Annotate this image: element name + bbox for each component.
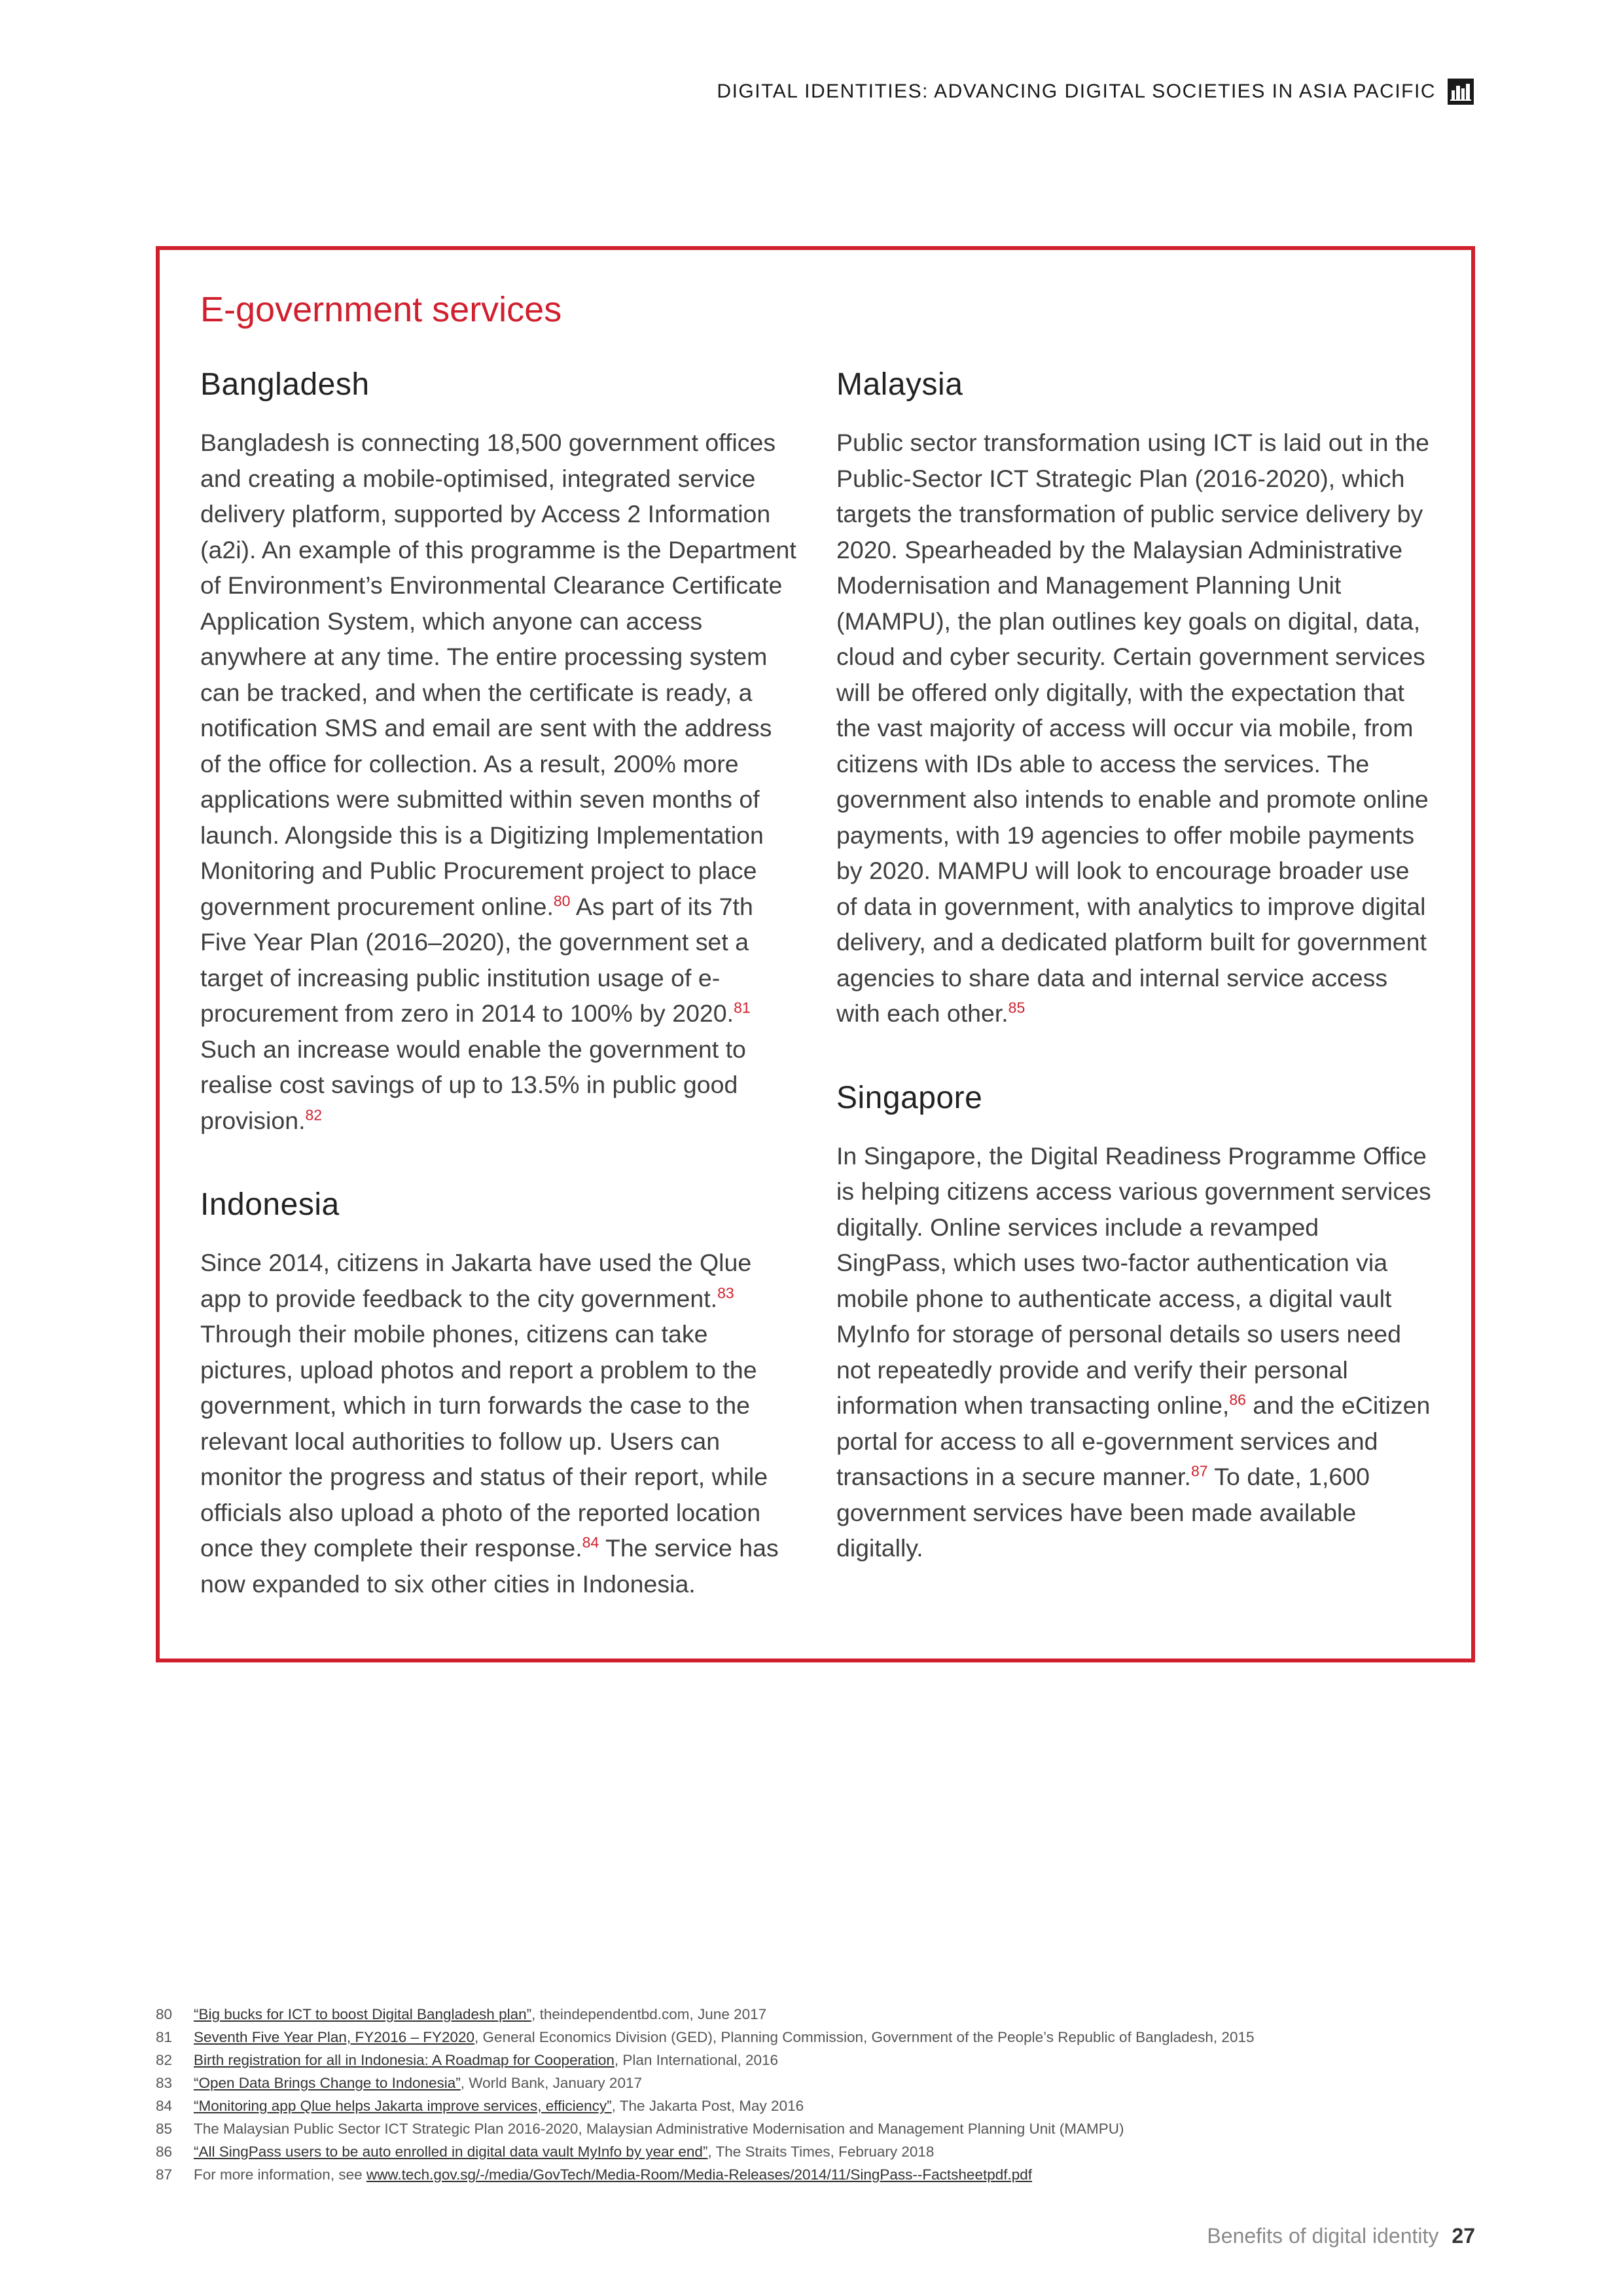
footnote-82 bbox=[156, 2049, 1475, 2072]
footnote-80 bbox=[156, 2003, 1475, 2026]
left-column bbox=[200, 367, 797, 1650]
footnote-source: , World Bank, January 2017 bbox=[460, 2075, 642, 2091]
footnote-source: , theindependentbd.com, June 2017 bbox=[531, 2006, 767, 2022]
heading-malaysia: Malaysia bbox=[836, 367, 963, 402]
footnote-link[interactable]: “Big bucks for ICT to boost Digital Bangladesh plan” bbox=[194, 2006, 532, 2022]
footnote-source: The Malaysian Public Sector ICT Strategic Plan 2016-2020, Malaysian Administrative Modernisation and Management Planning Unit (MAMPU) bbox=[194, 2121, 1124, 2137]
footnote-number: 86 bbox=[156, 2144, 173, 2160]
footnote-text bbox=[194, 2163, 1032, 2186]
footnote-source: , The Jakarta Post, May 2016 bbox=[611, 2098, 804, 2114]
footnote-87 bbox=[156, 2163, 1475, 2186]
paragraph-text: To date, 1,600 government services have been made available digitally. bbox=[836, 1463, 1370, 1562]
paragraph-text: Such an increase would enable the government to realise cost savings of up to 13.5% in public good provision. bbox=[200, 1035, 746, 1134]
paragraph-text: The service has now expanded to six other cities in Indonesia. bbox=[200, 1534, 779, 1598]
footnote-text bbox=[194, 2026, 1254, 2049]
footnote-ref[interactable]: 85 bbox=[1008, 999, 1026, 1016]
footnote-number: 84 bbox=[156, 2098, 173, 2114]
footnote-text bbox=[194, 2140, 934, 2163]
header-title: DIGITAL IDENTITIES: ADVANCING DIGITAL SOCIETIES IN ASIA PACIFIC bbox=[717, 81, 1436, 102]
paragraph-singapore bbox=[836, 1138, 1433, 1566]
footnote-link[interactable]: “Monitoring app Qlue helps Jakarta improve services, efficiency” bbox=[194, 2098, 612, 2114]
footnote-link[interactable]: Birth registration for all in Indonesia: A Roadmap for Cooperation bbox=[194, 2052, 615, 2068]
paragraph-malaysia bbox=[836, 425, 1433, 1031]
paragraph-text: and the eCitizen portal for access to all e-government services and transactions in a secure manner. bbox=[836, 1391, 1431, 1490]
paragraph-text: In Singapore, the Digital Readiness Programme Office is helping citizens access various government services digitally. Online services include a revamped SingPass, which uses two-factor authentication via mobile phone to authenticate access, a digital vault MyInfo for storage of personal details so users need not repeatedly provide and verify their personal information when transacting online, bbox=[836, 1141, 1431, 1419]
footnote-84 bbox=[156, 2094, 1475, 2117]
footnote-text bbox=[194, 2003, 766, 2026]
footer-section: Benefits of digital identity bbox=[1207, 2224, 1439, 2248]
footnote-text bbox=[194, 2049, 778, 2072]
footnote-source: , Plan International, 2016 bbox=[614, 2052, 779, 2068]
footnote-86 bbox=[156, 2140, 1475, 2163]
footnote-text bbox=[194, 2117, 1124, 2140]
section-indonesia bbox=[200, 1187, 797, 1602]
footnote-ref[interactable]: 84 bbox=[582, 1534, 599, 1551]
footnote-ref[interactable]: 82 bbox=[305, 1106, 323, 1123]
heading-singapore: Singapore bbox=[836, 1080, 983, 1115]
footnote-ref[interactable]: 83 bbox=[717, 1284, 734, 1301]
footnote-number: 82 bbox=[156, 2052, 173, 2068]
section-singapore bbox=[836, 1080, 1433, 1566]
footnote-prefix: For more information, see bbox=[194, 2166, 366, 2183]
page-number: 27 bbox=[1452, 2224, 1475, 2248]
heading-indonesia: Indonesia bbox=[200, 1187, 340, 1222]
footnote-ref[interactable]: 80 bbox=[553, 892, 571, 909]
footnote-link[interactable]: Seventh Five Year Plan, FY2016 – FY2020 bbox=[194, 2029, 475, 2045]
page-footer bbox=[1207, 2224, 1475, 2248]
footnote-link[interactable]: “All SingPass users to be auto enrolled in digital data vault MyInfo by year end” bbox=[194, 2144, 708, 2160]
footnote-text bbox=[194, 2094, 804, 2117]
footnote-link[interactable]: “Open Data Brings Change to Indonesia” bbox=[194, 2075, 461, 2091]
footnotes-list bbox=[156, 2003, 1475, 2186]
footnote-number: 81 bbox=[156, 2029, 173, 2045]
footnote-number: 85 bbox=[156, 2121, 173, 2137]
paragraph-text: As part of its 7th Five Year Plan (2016–2020), the government set a target of increasing public institution usage of e-procurement from zero in 2014 to 100% by 2020. bbox=[200, 892, 753, 1027]
heading-bangladesh: Bangladesh bbox=[200, 367, 370, 402]
footnote-ref[interactable]: 87 bbox=[1190, 1462, 1208, 1480]
footnote-source: , The Straits Times, February 2018 bbox=[707, 2144, 935, 2160]
footnote-85 bbox=[156, 2117, 1475, 2140]
paragraph-indonesia bbox=[200, 1245, 797, 1602]
paragraph-text: Public sector transformation using ICT is laid out in the Public-Sector ICT Strategic Plan (2016-2020), which targets the transformation of public service delivery by 2020. Spearheaded by the Malaysian Administrative Modernisation and Management Planning Unit (MAMPU), the plan outlines key goals on digital, data, cloud and cyber security. Certain government services will be offered only digitally, with the expectation that the vast majority of access will occur via mobile, from citizens with IDs able to access the services. The government also intends to enable and promote online payments, with 19 agencies to offer mobile payments by 2020. MAMPU will look to encourage broader use of data in government, with analytics to improve digital delivery, and a dedicated platform built for government agencies to share data and internal service access with each other. bbox=[836, 429, 1429, 1027]
box-title: E-government services bbox=[200, 290, 562, 329]
footnote-source: , General Economics Division (GED), Planning Commission, Government of the People’s Republic of Bangladesh, 2015 bbox=[474, 2029, 1255, 2045]
running-header bbox=[717, 79, 1474, 105]
footnote-number: 80 bbox=[156, 2006, 173, 2022]
paragraph-bangladesh bbox=[200, 425, 797, 1138]
footnote-number: 87 bbox=[156, 2166, 173, 2183]
paragraph-text: Through their mobile phones, citizens can take pictures, upload photos and report a problem to the government, which in turn forwards the case to the relevant local authorities to follow up. Users can monitor the progress and status of their report, while officials also upload a photo of the reported location once they complete their response. bbox=[200, 1320, 768, 1562]
city-skyline-icon bbox=[1448, 79, 1474, 105]
footnote-ref[interactable]: 86 bbox=[1229, 1391, 1246, 1408]
footnote-81 bbox=[156, 2026, 1475, 2049]
paragraph-text: Since 2014, citizens in Jakarta have used the Qlue app to provide feedback to the city government. bbox=[200, 1249, 752, 1312]
e-government-box bbox=[156, 246, 1475, 1662]
footnote-number: 83 bbox=[156, 2075, 173, 2091]
footnote-text bbox=[194, 2072, 642, 2094]
footnote-83 bbox=[156, 2072, 1475, 2094]
paragraph-text: Bangladesh is connecting 18,500 government offices and creating a mobile-optimised, integrated service delivery platform, supported by Access 2 Information (a2i). An example of this programme is the Department of Environment’s Environmental Clearance Certificate Application System, which anyone can access anywhere at any time. The entire processing system can be tracked, and when the certificate is ready, a notification SMS and email are sent with the address of the office for collection. As a result, 200% more applications were submitted within seven months of launch. Alongside this is a Digitizing Implementation Monitoring and Public Procurement project to place government procurement online. bbox=[200, 429, 796, 920]
section-bangladesh bbox=[200, 367, 797, 1138]
footnote-ref[interactable]: 81 bbox=[734, 999, 751, 1016]
right-column bbox=[836, 367, 1433, 1615]
section-malaysia bbox=[836, 367, 1433, 1031]
footnote-link[interactable]: www.tech.gov.sg/-/media/GovTech/Media-Room/Media-Releases/2014/11/SingPass--Factsheetpdf.pdf bbox=[366, 2166, 1033, 2183]
